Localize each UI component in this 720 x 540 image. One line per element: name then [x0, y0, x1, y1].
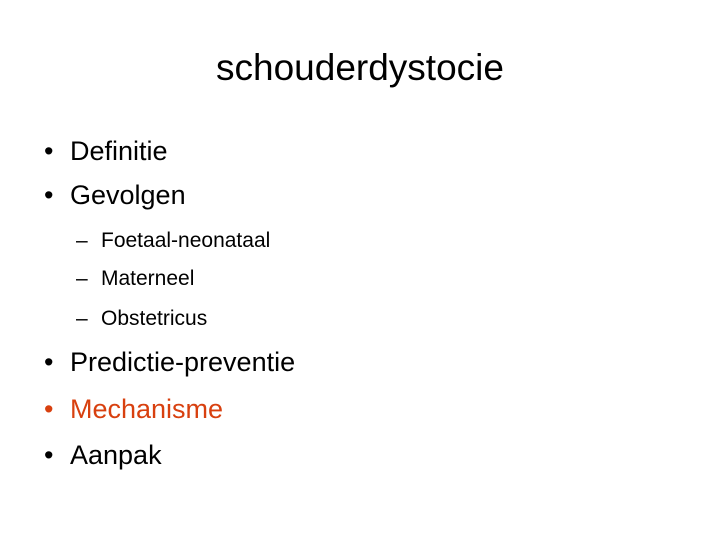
bullet-item-aanpak [44, 438, 162, 472]
bullet-dot-icon: • [44, 347, 54, 377]
sub-item-materneel [76, 265, 194, 293]
bullet-item-mechanisme [44, 392, 223, 426]
bullet-dot-icon: • [44, 136, 54, 166]
bullet-label: Predictie-preventie [70, 347, 296, 377]
bullet-label: Definitie [70, 136, 168, 166]
bullet-label: Mechanisme [70, 394, 224, 424]
bullet-label: Gevolgen [70, 180, 186, 210]
bullet-dot-icon: • [44, 440, 54, 470]
bullet-dot-icon: • [44, 180, 54, 210]
sub-item-label: Obstetricus [101, 307, 208, 330]
sub-item-label: Materneel [101, 267, 195, 290]
dash-icon: – [76, 307, 88, 330]
sub-item-label: Foetaal-neonataal [101, 229, 271, 252]
sub-item-obstetricus [76, 305, 207, 333]
bullet-item-gevolgen [44, 178, 186, 212]
bullet-dot-icon: • [44, 394, 54, 424]
slide-title: schouderdystocie [216, 47, 504, 88]
dash-icon: – [76, 267, 88, 290]
bullet-item-definitie [44, 134, 168, 168]
bullet-item-predictie-preventie [44, 345, 295, 379]
sub-item-foetaal-neonataal [76, 227, 270, 255]
dash-icon: – [76, 229, 88, 252]
bullet-label: Aanpak [70, 440, 162, 470]
